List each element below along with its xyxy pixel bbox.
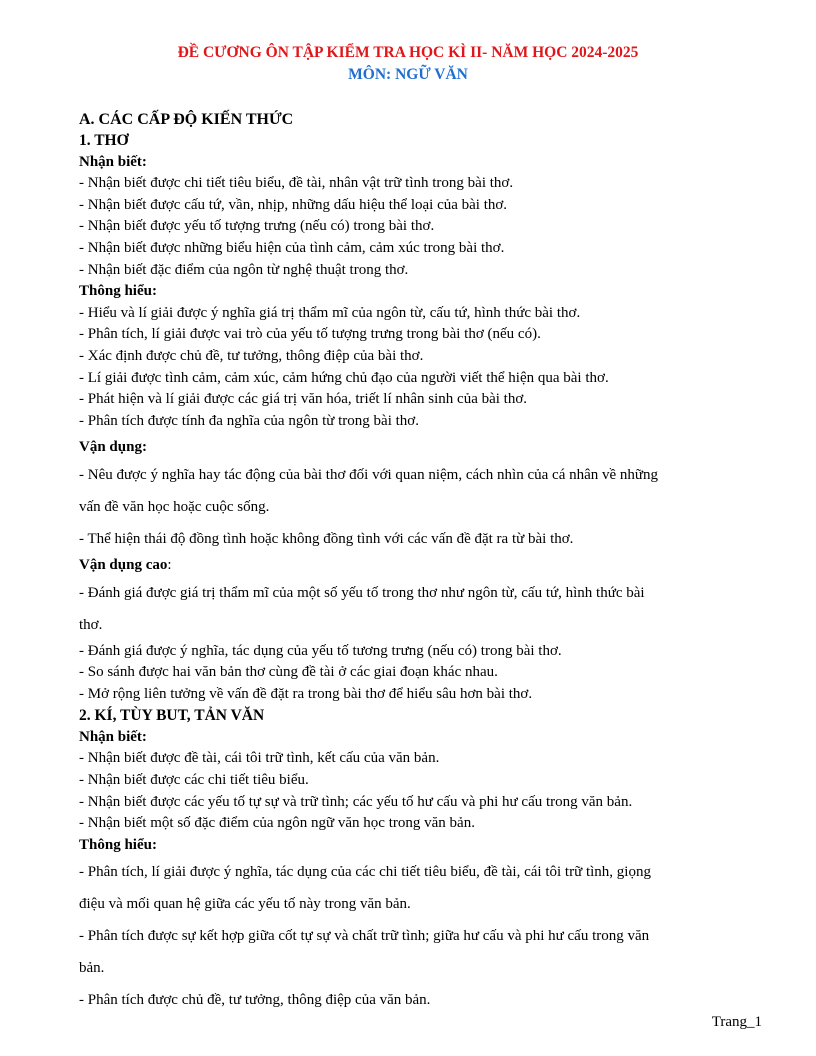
list-item: - So sánh được hai văn bản thơ cùng đề tài ở các giai đoạn khác nhau. <box>79 664 498 681</box>
part1-heading: 1. THƠ <box>79 132 129 149</box>
list-item: - Nhận biết được chi tiết tiêu biểu, đề tài, nhân vật trữ tình trong bài thơ. <box>79 175 514 192</box>
list-item: - Phân tích được tính đa nghĩa của ngôn từ trong bài thơ. <box>79 412 419 429</box>
list-item: - Thể hiện thái độ đồng tình hoặc không đồng tình với các vấn đề đặt ra từ bài thơ. <box>79 530 574 547</box>
list-item: - Phát hiện và lí giải được các giá trị văn hóa, triết lí nhân sinh của bài thơ. <box>79 391 528 408</box>
list-item: - Nêu được ý nghĩa hay tác động của bài thơ đối với quan niệm, cách nhìn của cá nhân về những <box>79 466 659 483</box>
list-item: - Nhận biết một số đặc điểm của ngôn ngữ văn học trong văn bản. <box>79 815 475 832</box>
list-item: - Lí giải được tình cảm, cảm xúc, cảm hứng chủ đạo của người viết thể hiện qua bài thơ. <box>79 369 609 386</box>
part2-recognize-label: Nhận biết: <box>79 728 147 745</box>
part1-recognize-label: Nhận biết: <box>79 153 147 170</box>
part1-advanced-label <box>79 555 751 577</box>
subject-title: MÔN: NGỮ VĂN <box>348 66 468 83</box>
list-item: - Phân tích được sự kết hợp giữa cốt tự sự và chất trữ tình; giữa hư cấu và phi hư cấu trong văn <box>79 928 650 945</box>
list-item-continuation: vấn đề văn học hoặc cuộc sống. <box>79 498 270 515</box>
section-heading-a: A. CÁC CẤP ĐỘ KIẾN THỨC <box>79 111 294 128</box>
list-item: - Phân tích, lí giải được ý nghĩa, tác dụng của các chi tiết tiêu biểu, đề tài, cái tôi trữ tình, giọng <box>79 864 651 881</box>
list-item: - Đánh giá được ý nghĩa, tác dụng của yếu tố tương trưng (nếu có) trong bài thơ. <box>79 642 562 659</box>
list-item: - Nhận biết được các chi tiết tiêu biểu. <box>79 772 309 789</box>
list-item: - Đánh giá được giá trị thẩm mĩ của một số yếu tố trong thơ như ngôn từ, cấu tứ, hình thức bài <box>79 584 645 601</box>
advanced-label-colon: : <box>167 556 172 573</box>
list-item: - Phân tích, lí giải được vai trò của yếu tố tượng trưng trong bài thơ (nếu có). <box>79 326 541 343</box>
list-item: - Nhận biết được các yếu tố tự sự và trữ tình; các yếu tố hư cấu và phi hư cấu trong văn bản. <box>79 793 633 810</box>
list-item: - Nhận biết đặc điểm của ngôn từ nghệ thuật trong thơ. <box>79 261 409 278</box>
list-item: - Nhận biết được đề tài, cái tôi trữ tình, kết cấu của văn bản. <box>79 750 440 767</box>
list-item-continuation: điệu và mối quan hệ giữa các yếu tố này trong văn bản. <box>79 896 411 913</box>
part1-understand-label: Thông hiểu: <box>79 283 157 300</box>
document-title: ĐỀ CƯƠNG ÔN TẬP KIỂM TRA HỌC KÌ II- NĂM HỌC 2024-2025 <box>177 44 639 61</box>
part2-understand-label: Thông hiểu: <box>79 836 157 853</box>
list-item: - Hiểu và lí giải được ý nghĩa giá trị thẩm mĩ của ngôn từ, cấu tứ, hình thức bài thơ. <box>79 304 581 321</box>
advanced-label-text: Vận dụng cao <box>79 556 168 573</box>
list-item-continuation: thơ. <box>79 616 103 633</box>
list-item: - Phân tích được chủ đề, tư tưởng, thông điệp của văn bản. <box>79 992 431 1009</box>
list-item: - Mở rộng liên tưởng về vấn đề đặt ra trong bài thơ để hiểu sâu hơn bài thơ. <box>79 685 533 702</box>
part2-heading: 2. KÍ, TÙY BUT, TẢN VĂN <box>79 707 265 725</box>
part1-apply-label: Vận dụng: <box>79 439 147 456</box>
list-item: - Nhận biết được những biểu hiện của tình cảm, cảm xúc trong bài thơ. <box>79 239 505 256</box>
list-item: - Nhận biết được yếu tố tượng trưng (nếu có) trong bài thơ. <box>79 218 435 235</box>
list-item: - Xác định được chủ đề, tư tưởng, thông điệp của bài thơ. <box>79 347 424 364</box>
document-body <box>79 110 751 1016</box>
list-item-continuation: bản. <box>79 960 105 977</box>
page-number: Trang_1 <box>711 1014 762 1030</box>
list-item: - Nhận biết được cấu tứ, vần, nhịp, những dấu hiệu thể loại của bài thơ. <box>79 196 508 213</box>
